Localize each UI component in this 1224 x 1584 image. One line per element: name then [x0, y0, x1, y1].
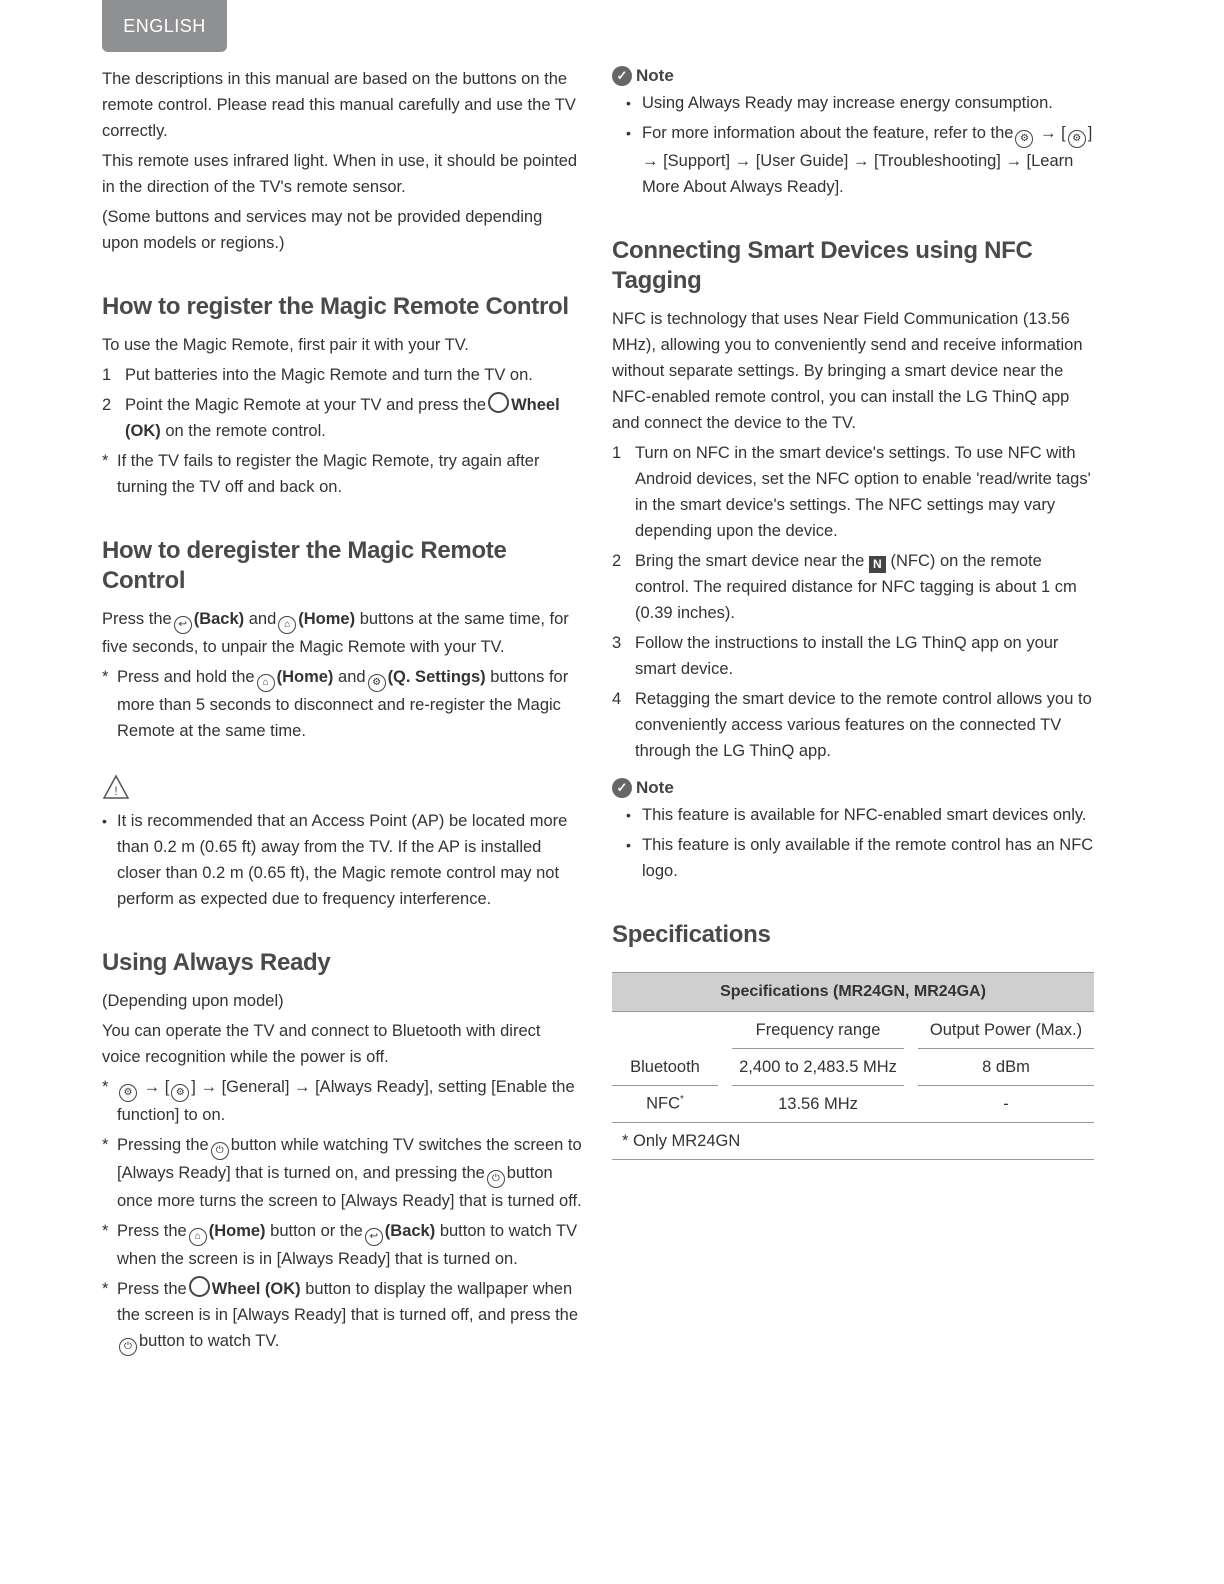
- table-footnote: * Only MR24GN: [612, 1123, 1094, 1160]
- back-icon: ↩: [174, 616, 192, 634]
- register-step-2: 2 Point the Magic Remote at your TV and press the Wheel (OK) on the remote control.: [102, 392, 582, 444]
- left-column: [102, 66, 582, 1356]
- settings-icon: ⚙: [119, 1084, 137, 1102]
- table-row: [612, 1049, 1094, 1086]
- nfc-logo-icon: N: [869, 556, 886, 573]
- deregister-section: [102, 536, 582, 744]
- language-tab: ENGLISH: [102, 0, 227, 52]
- header-output-power: Output Power (Max.): [918, 1012, 1094, 1049]
- header-frequency: Frequency range: [732, 1012, 904, 1049]
- always-ready-model: (Depending upon model): [102, 992, 284, 1010]
- nfc-title: Connecting Smart Devices using NFC Tagging: [612, 237, 1033, 294]
- deregister-note: * Press and hold the ⌂ (Home) and ⚙ (Q. Settings) buttons for more than 5 seconds to disconnect and re-register the Magic Remote at the same time.: [102, 668, 569, 740]
- table-row: [612, 1086, 1094, 1123]
- power-icon: ⏻: [211, 1142, 229, 1160]
- deregister-title: How to deregister the Magic Remote Control: [102, 537, 507, 594]
- note-heading: ✓ Note: [612, 778, 1094, 798]
- nfc-step-3: 3 Follow the instructions to install the LG ThinQ app on your smart device.: [612, 634, 1059, 678]
- register-step-1: 1 Put batteries into the Magic Remote and turn the TV on.: [102, 366, 533, 384]
- note-box-nfc: [612, 778, 1094, 884]
- always-ready-section: [102, 948, 582, 1356]
- nfc-step-2: 2 Bring the smart device near the N (NFC) on the remote control. The required distance for NFC tagging is about 1 cm (0.39 inches).: [612, 552, 1077, 622]
- nfc-step-1: 1 Turn on NFC in the smart device's settings. To use NFC with Android devices, set the NFC option to enable 'read/write tags' in the smart device's settings. The NFC settings may vary depending upon the device.: [612, 444, 1091, 540]
- table-header-row: [612, 1012, 1094, 1049]
- intro-paragraph-3: (Some buttons and services may not be provided depending upon models or regions.): [102, 208, 543, 252]
- always-ready-lead: You can operate the TV and connect to Bluetooth with direct voice recognition while the power is off.: [102, 1022, 541, 1066]
- row-name: Bluetooth: [612, 1049, 718, 1086]
- settings-icon: ⚙: [1015, 130, 1033, 148]
- row-power: 8 dBm: [918, 1049, 1094, 1086]
- row-power: -: [918, 1086, 1094, 1123]
- always-ready-step-2: * Pressing the ⏻ button while watching TV switches the screen to [Always Ready] that is turned on, and pressing the ⏻ button once more turns the screen to [Always Ready] that is turned off.: [102, 1136, 582, 1210]
- all-settings-icon: ⚙: [171, 1084, 189, 1102]
- row-name: NFC*: [612, 1086, 718, 1123]
- check-icon: ✓: [612, 66, 632, 86]
- intro-paragraph-2: This remote uses infrared light. When in use, it should be pointed in the direction of the TV's remote sensor.: [102, 152, 578, 196]
- register-note: * If the TV fails to register the Magic Remote, try again after turning the TV off and back on.: [102, 452, 540, 496]
- always-ready-step-3: * Press the ⌂ (Home) button or the ↩ (Back) button to watch TV when the screen is in [Always Ready] that is turned on.: [102, 1222, 578, 1268]
- all-settings-icon: ⚙: [1068, 130, 1086, 148]
- nfc-section: [612, 236, 1094, 764]
- deregister-paragraph: Press the ↩ (Back) and ⌂ (Home) buttons at the same time, for five seconds, to unpair the Magic Remote with your TV.: [102, 610, 569, 656]
- note-item: • This feature is available for NFC-enabled smart devices only.: [626, 806, 1087, 824]
- caution-text: • It is recommended that an Access Point (AP) be located more than 0.2 m (0.65 ft) away from the TV. If the AP is installed closer than 0.2 m (0.65 ft), the Magic remote control may not perform as expected due to frequency interference.: [102, 812, 568, 908]
- register-lead: To use the Magic Remote, first pair it with your TV.: [102, 336, 469, 354]
- nfc-lead: NFC is technology that uses Near Field Communication (13.56 MHz), allowing you to conveniently send and receive information without separate settings. By bringing a smart device near the NFC-enabled remote control, you can install the LG ThinQ app and connect the device to the TV.: [612, 310, 1083, 432]
- note-heading: ✓ Note: [612, 66, 1094, 86]
- nfc-step-4: 4 Retagging the smart device to the remote control allows you to conveniently access various features on the connected TV through the LG ThinQ app.: [612, 690, 1092, 760]
- home-icon: ⌂: [278, 616, 296, 634]
- specifications-section: [612, 920, 1094, 1160]
- check-icon: ✓: [612, 778, 632, 798]
- always-ready-title: Using Always Ready: [102, 949, 331, 976]
- note-item: • Using Always Ready may increase energy consumption.: [626, 94, 1053, 112]
- home-icon: ⌂: [257, 674, 275, 692]
- svg-text:!: !: [114, 784, 118, 798]
- note-item: • This feature is only available if the remote control has an NFC logo.: [626, 836, 1094, 880]
- specifications-table: [612, 972, 1094, 1160]
- always-ready-step-4: * Press the Wheel (OK) button to display the wallpaper when the screen is in [Always Ready] that is turned off, and press the⏻ button to watch TV.: [102, 1276, 582, 1356]
- caution-icon: [102, 774, 582, 802]
- power-icon: ⏻: [487, 1170, 505, 1188]
- right-column: [612, 66, 1094, 1160]
- specifications-title: Specifications: [612, 921, 771, 948]
- note-item: • For more information about the feature, refer to the ⚙ → [ ⚙ ] → [Support] → [User Guide] → [Troubleshooting] → [Learn More About Always Ready].: [626, 124, 1093, 196]
- wheel-icon: [488, 392, 509, 413]
- note-box-always-ready: [612, 66, 1094, 200]
- intro-paragraph-1: The descriptions in this manual are based on the buttons on the remote control. Please read this manual carefully and use the TV correctly.: [102, 70, 576, 140]
- settings-icon: ⚙: [368, 674, 386, 692]
- back-icon: ↩: [365, 1228, 383, 1246]
- register-title: How to register the Magic Remote Control: [102, 293, 569, 320]
- table-title: Specifications (MR24GN, MR24GA): [612, 972, 1094, 1012]
- wheel-icon: [189, 1276, 210, 1297]
- row-frequency: 13.56 MHz: [732, 1086, 904, 1123]
- power-icon: ⏻: [119, 1338, 137, 1356]
- register-section: [102, 292, 582, 500]
- always-ready-step-1: * ⚙ → [ ⚙ ] → [General] → [Always Ready], setting [Enable the function] to on.: [102, 1078, 575, 1124]
- row-frequency: 2,400 to 2,483.5 MHz: [732, 1049, 904, 1086]
- home-icon: ⌂: [189, 1228, 207, 1246]
